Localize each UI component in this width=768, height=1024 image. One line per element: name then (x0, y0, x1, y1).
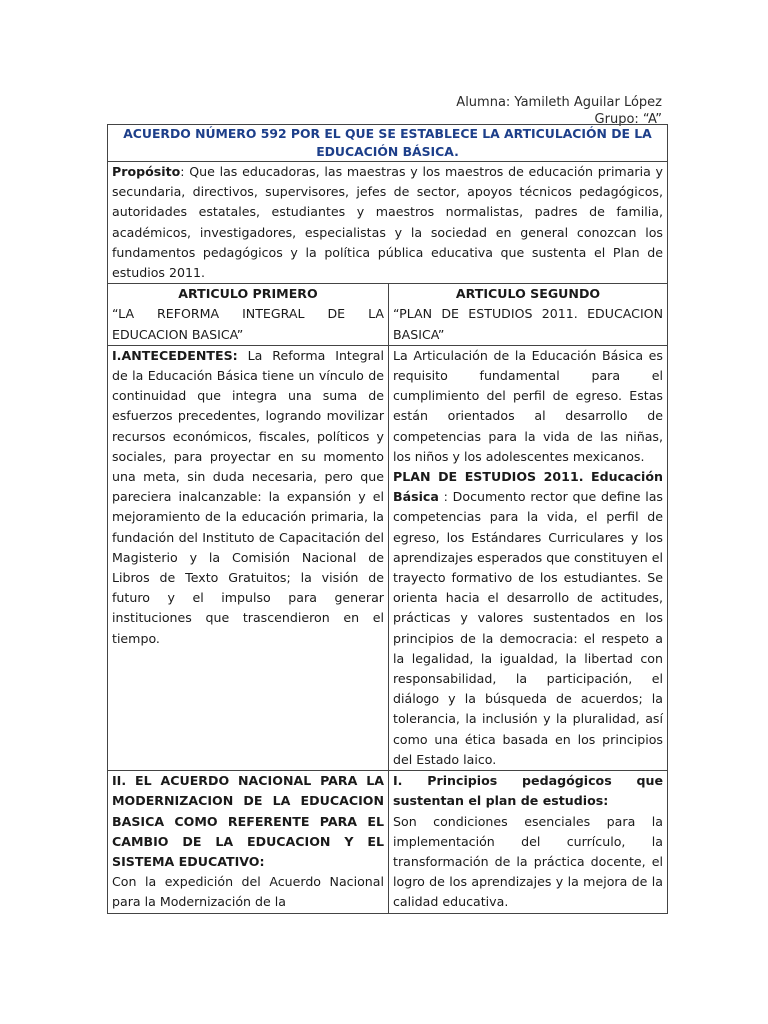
student-name: Alumna: Yamileth Aguilar López (456, 95, 662, 110)
content-row-1 (108, 345, 668, 770)
document-title: ACUERDO NÚMERO 592 POR EL QUE SE ESTABLECE LA ARTICULACIÓN DE LA EDUCACIÓN BÁSICA. (108, 125, 668, 162)
title-row (108, 125, 668, 162)
plan-text: : Documento rector que define las competencias para la vida, el perfil de egreso, los Estándares Curriculares y los aprendizajes esperados que constituyen el trayecto formativo de los estudiantes. Se orienta hacia el desarrollo de actitudes, prácticas y valores sustentados en los principios de la democracia: el respeto a la legalidad, la igualdad, la libertad con responsabilidad, la participación, el diálogo y la búsqueda de acuerdos; la tolerancia, la inclusión y la pluralidad, así como una ética basada en los principios del Estado laico. (393, 489, 663, 767)
purpose-row (108, 162, 668, 284)
article2-heading: ARTICULO SEGUNDO (455, 286, 601, 302)
plan-label: PLAN DE ESTUDIOS 2011. Educación Básica (393, 469, 663, 505)
acuerdo-nacional-text: Con la expedición del Acuerdo Nacional para la Modernización de la (112, 874, 384, 910)
principios-label: I. Principios pedagógicos que sustentan el plan de estudios: (393, 773, 663, 809)
antecedentes-text: La Reforma Integral de la Educación Básica tiene un vínculo de continuidad que integra una suma de esfuerzos precedentes, logrando movilizar recursos económicos, fiscales, políticos y sociales, para proyectar en su momento una meta, sin duda necesaria, pero que pareciera inalcanzable: la expansión y el mejoramiento de la educación primaria, la fundación del Instituto de Capacitación del Magisterio y la Comisión Nacional de Libros de Texto Gratuitos; la visión de futuro y el impulso para generar instituciones que trascendieron en el tiempo. (112, 347, 384, 646)
group-label: Grupo: “A” (594, 112, 662, 127)
antecedentes-cell (108, 345, 389, 770)
acuerdo-nacional-label: II. EL ACUERDO NACIONAL PARA LA MODERNIZACION DE LA EDUCACION BASICA COMO REFERENTE PARA EL CAMBIO DE LA EDUCACION Y EL SISTEMA EDUCATIVO (112, 773, 384, 869)
agreement-table (107, 124, 668, 914)
purpose-text: : Que las educadoras, las maestras y los maestros de educación primaria y secundaria, directivos, supervisores, jefes de sector, apoyos técnicos pedagógicos, autoridades estatales, estudiantes y maestros normalistas, padres de familia, académicos, investigadores, especialistas y la sociedad en general conozcan los fundamentos pedagógicos y la política pública educativa que sustenta el Plan de estudios 2011. (112, 164, 663, 281)
content-row-2 (108, 771, 668, 913)
acuerdo-nacional-suffix: : (259, 853, 265, 869)
header-info (456, 94, 662, 128)
acuerdo-nacional-cell (108, 771, 389, 913)
purpose-cell (108, 162, 668, 284)
article1-heading: ARTICULO PRIMERO (178, 286, 318, 302)
article1-header (108, 284, 389, 346)
article2-header (389, 284, 668, 346)
purpose-label: Propósito (112, 164, 181, 179)
articles-header-row (108, 284, 668, 346)
article1-subtitle: “LA REFORMA INTEGRAL DE LA EDUCACION BASICA” (112, 306, 384, 342)
article2-subtitle: “PLAN DE ESTUDIOS 2011. EDUCACION BASICA” (393, 306, 663, 342)
antecedentes-label: I.ANTECEDENTES: (112, 347, 238, 363)
articulacion-text: La Articulación de la Educación Básica es requisito fundamental para el cumplimiento del perfil de egreso. Estas están orientados al desarrollo de competencias para la vida de las niñas, los niños y los adolescentes mexicanos. (393, 347, 663, 464)
principios-text: Son condiciones esenciales para la implementación del currículo, la transformación de la práctica docente, el logro de los aprendizajes y la mejora de la calidad educativa. (393, 813, 663, 910)
articulacion-cell (389, 345, 668, 770)
principios-cell (389, 771, 668, 913)
